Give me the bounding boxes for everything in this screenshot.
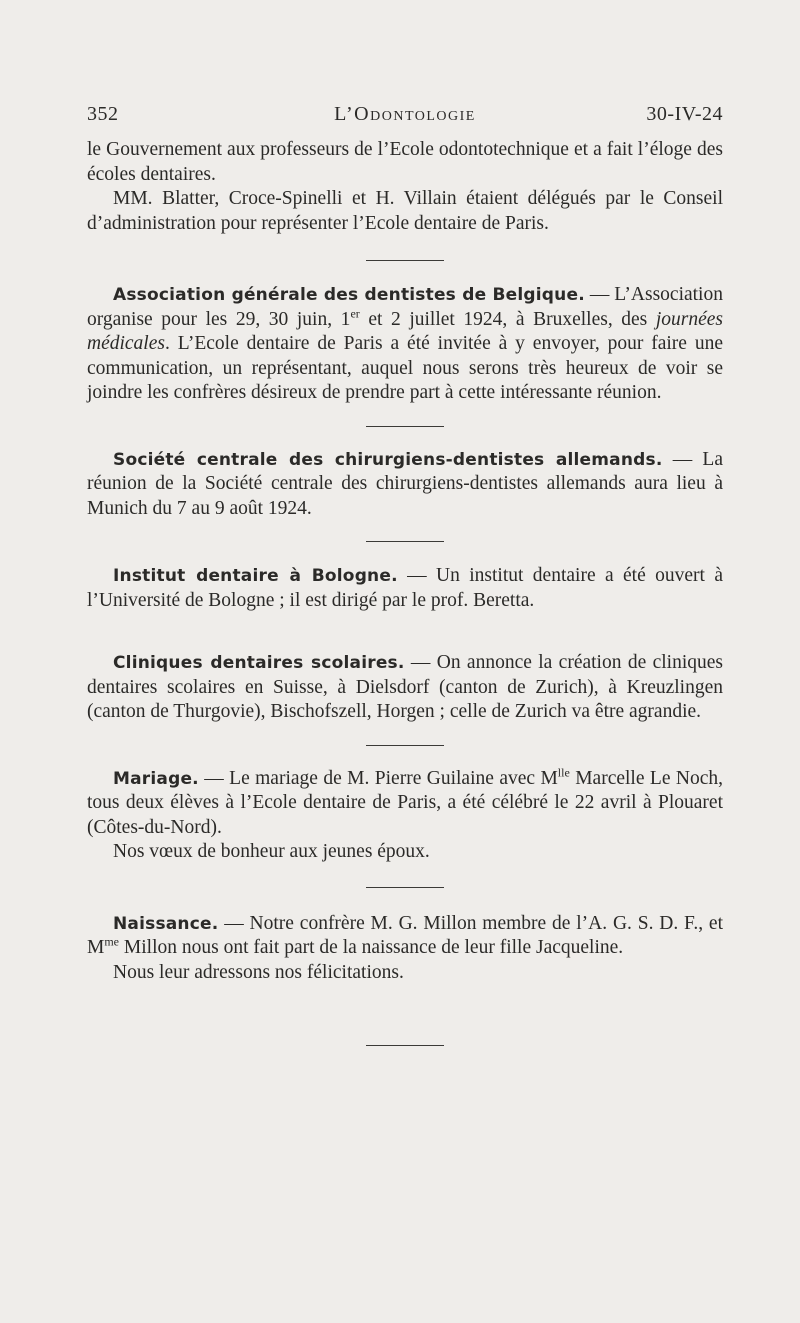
page-body	[87, 138, 723, 1046]
divider	[366, 1045, 444, 1046]
news-item-allemands: Société centrale des chirurgiens-dentistes allemands. — La réunion de la Société centrale des chirurgiens-dentistes allemands aura lieu à Munich du 7 au 9 août 1924.	[87, 448, 723, 519]
journal-title: L’Odontologie	[334, 103, 476, 125]
divider	[366, 745, 444, 746]
news-item-belgique: Association générale des dentistes de Belgique. — L’Association organise pour les 29, 30 juin, 1er et 2 juillet 1924, à Bruxelles, des journées médicales. L’Ecole dentaire de Paris a été invitée à y envoyer, pour faire une communication, un représentant, auquel nous serons très heureux de voir se joindre les confrères désireux de prendre part à cette intéressante réunion.	[87, 284, 724, 403]
item-title: Cliniques dentaires scolaires.	[113, 653, 405, 673]
item-title: Mariage.	[113, 768, 199, 789]
item-title: Société centrale des chirurgiens-dentistes allemands.	[113, 449, 663, 470]
paragraph: Nous leur adressons nos félicitations.	[113, 961, 404, 983]
issue-date: 30-IV-24	[646, 103, 723, 125]
news-item-bologne: Institut dentaire à Bologne. — Un institut dentaire a été ouvert à l’Université de Bologne ; il est dirigé par le prof. Beretta.	[87, 565, 723, 611]
divider	[366, 541, 444, 542]
divider	[366, 887, 444, 888]
divider	[366, 426, 444, 427]
running-header	[87, 103, 723, 133]
news-item-mariage: Mariage. — Le mariage de M. Pierre Guilaine avec $M^{lle}$ Marcelle Le Noch, tous deux élèves à l’Ecole dentaire de Paris, a été célébré le 22 avril à Plouaret (Côtes-du-Nord).	[87, 765, 724, 838]
paragraph: MM. Blatter, Croce-Spinelli et H. Villain étaient délégués par le Conseil d’administration pour représenter l’Ecole dentaire de Paris.	[87, 188, 723, 234]
item-title: Association générale des dentistes de Belgique.	[113, 285, 585, 305]
paragraph: le Gouvernement aux professeurs de l’Ecole odontotechnique et a fait l’éloge des écoles dentaires.	[87, 139, 723, 185]
news-item-naissance: Naissance. — Notre confrère M. G. Millon membre de l’A. G. S. D. F., et $M^{me}$ Millon nous ont fait part de la naissance de leur fille Jacqueline.	[87, 912, 723, 958]
divider	[366, 260, 444, 261]
page-number: 352	[87, 103, 119, 125]
item-title: Naissance.	[113, 913, 219, 934]
paragraph: Nos vœux de bonheur aux jeunes époux.	[113, 841, 430, 862]
news-item-cliniques: Cliniques dentaires scolaires. — On annonce la création de cliniques dentaires scolaires en Suisse, à Dielsdorf (canton de Zurich), à Kreuzlingen (canton de Thurgovie), Bischofszell, Horgen ; celle de Zurich va être agrandie.	[87, 652, 723, 722]
item-title: Institut dentaire à Bologne.	[113, 566, 398, 586]
